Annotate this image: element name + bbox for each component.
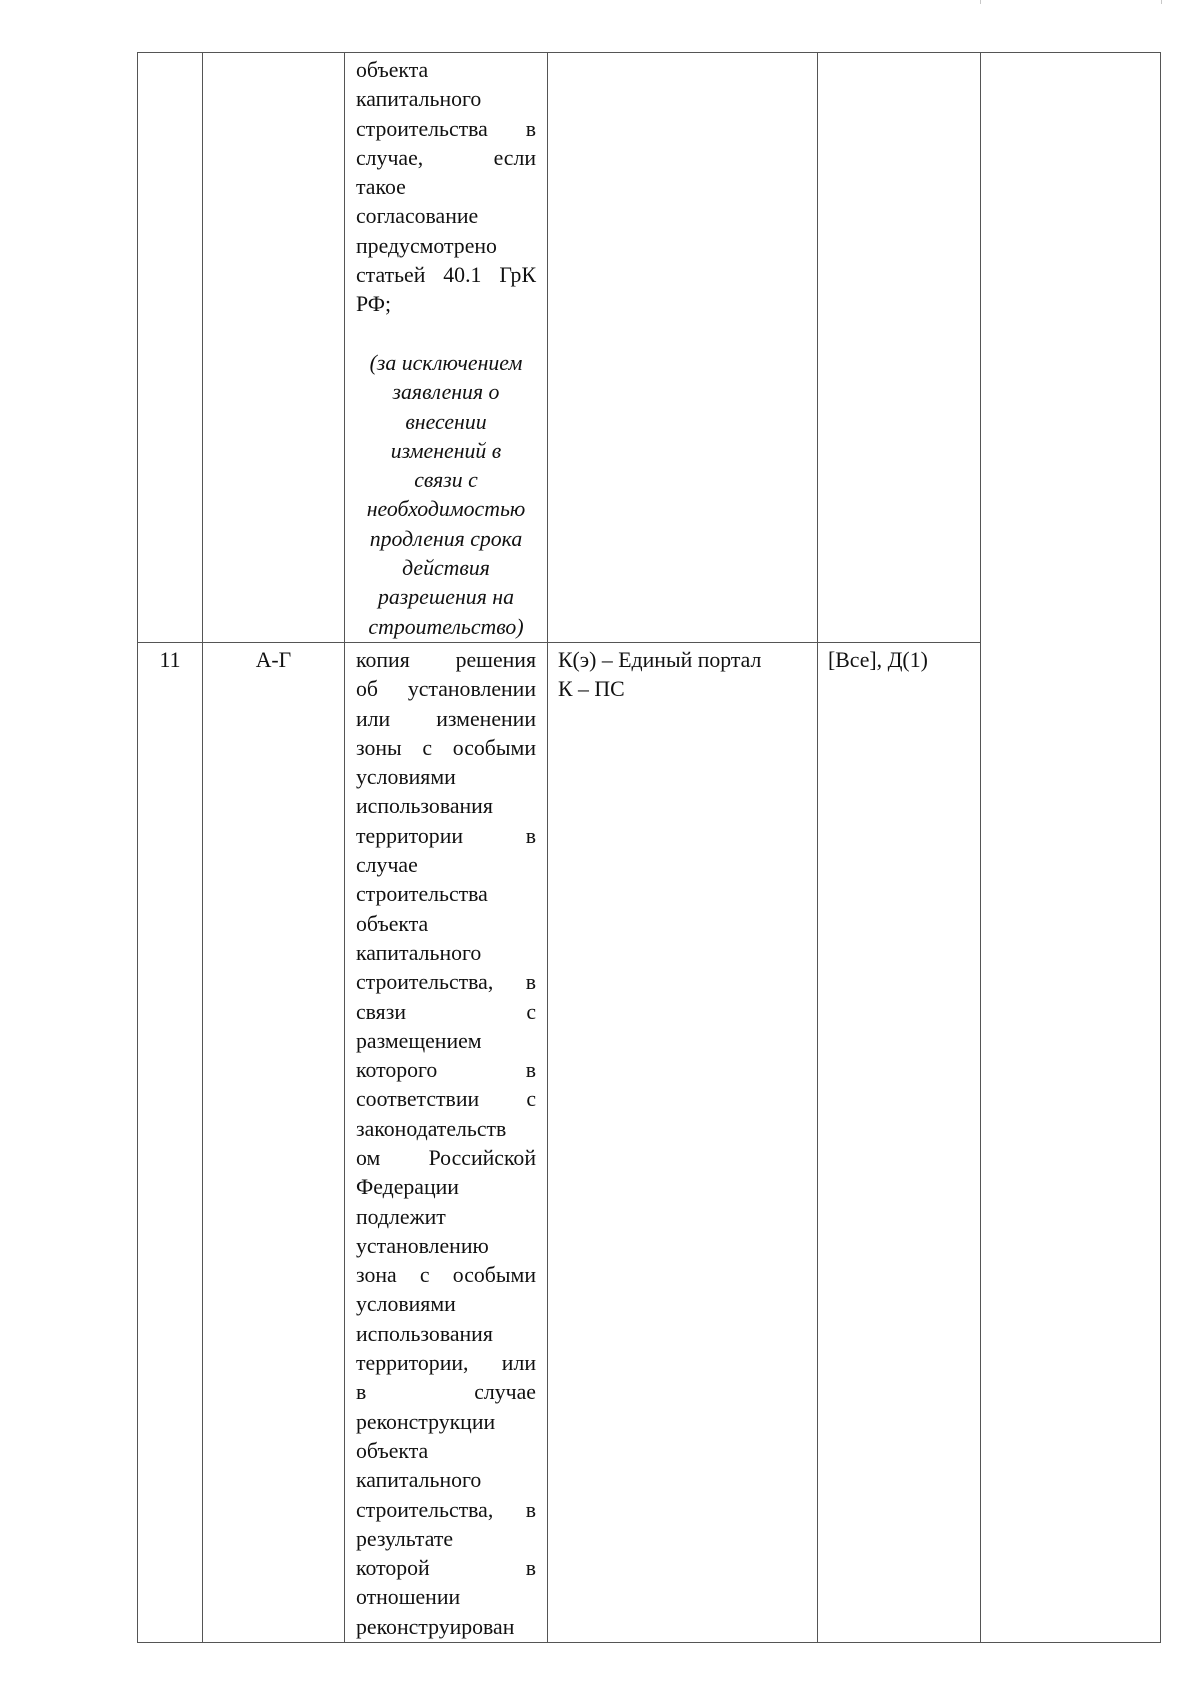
text-line: условиями bbox=[356, 1292, 456, 1317]
exception-note bbox=[350, 349, 542, 642]
note-line: изменений в bbox=[390, 438, 502, 463]
note-line: внесении bbox=[405, 409, 487, 434]
text-line: зоны с особыми bbox=[356, 735, 536, 760]
text-line: случае bbox=[356, 853, 418, 878]
text-line: случае, если bbox=[356, 145, 536, 170]
applicant-code: А-Г bbox=[255, 647, 292, 672]
submission-method-cell bbox=[548, 642, 818, 1642]
text-line: об установлении bbox=[356, 677, 536, 702]
page-corner-mark bbox=[980, 0, 1162, 4]
text-line: территории, или bbox=[356, 1351, 536, 1376]
document-description-cell bbox=[345, 642, 548, 1642]
text-line: соответствии с bbox=[356, 1087, 536, 1112]
text-line: объекта bbox=[356, 58, 429, 82]
document-description bbox=[356, 646, 536, 1642]
paragraph-gap bbox=[356, 320, 536, 349]
note-line: продления срока bbox=[369, 526, 523, 551]
text-line: статьей 40.1 ГрК bbox=[356, 263, 536, 288]
applicant-group: [Все], Д(1) bbox=[828, 647, 928, 672]
applicant-group-cell bbox=[818, 53, 981, 643]
note-line: разрешения на bbox=[377, 585, 514, 610]
documents-table bbox=[137, 52, 1161, 1643]
document-description bbox=[356, 56, 536, 320]
text-line: которой в bbox=[356, 1556, 536, 1581]
text-line: условиями bbox=[356, 765, 456, 790]
text-line: объекта bbox=[356, 911, 429, 936]
document-description-cell bbox=[345, 53, 548, 643]
text-line: или изменении bbox=[356, 706, 536, 731]
text-line: такое bbox=[356, 175, 406, 200]
text-line: зона с особыми bbox=[356, 1263, 536, 1288]
text-line: использования bbox=[356, 1321, 493, 1346]
applicant-code-cell bbox=[203, 642, 345, 1642]
text-line: объекта bbox=[356, 1438, 429, 1463]
text-line: строительства, в bbox=[356, 970, 536, 995]
submission-method-cell bbox=[548, 53, 818, 643]
submission-method bbox=[558, 646, 807, 705]
submission-line: К(э) – Единый портал bbox=[558, 647, 762, 672]
text-line: законодательств bbox=[356, 1116, 507, 1141]
text-line: результате bbox=[356, 1526, 454, 1551]
text-line: связи с bbox=[356, 999, 536, 1024]
text-line: реконструкции bbox=[356, 1409, 496, 1434]
row-number-cell bbox=[138, 642, 203, 1642]
applicant-group-cell bbox=[818, 642, 981, 1642]
text-line: строительства, в bbox=[356, 1497, 536, 1522]
text-line: согласование bbox=[356, 204, 479, 229]
applicant-code-cell bbox=[203, 53, 345, 643]
note-line: необходимостью bbox=[366, 497, 526, 522]
text-line: установлению bbox=[356, 1233, 489, 1258]
submission-line: К – ПС bbox=[558, 677, 625, 702]
note-line: действия bbox=[402, 556, 490, 581]
row-number-cell bbox=[138, 53, 203, 643]
text-line: ом Российской bbox=[356, 1145, 536, 1170]
text-line: капитального bbox=[356, 1468, 482, 1493]
text-line: в случае bbox=[356, 1380, 536, 1405]
text-line: отношении bbox=[356, 1585, 461, 1610]
text-line: подлежит bbox=[356, 1204, 446, 1229]
notes-cell bbox=[981, 53, 1161, 1643]
row-number: 11 bbox=[159, 647, 181, 672]
text-line: предусмотрено bbox=[356, 233, 497, 258]
text-line: реконструирован bbox=[356, 1614, 515, 1639]
text-line: капитального bbox=[356, 87, 482, 112]
note-line: связи с bbox=[414, 468, 478, 493]
text-line: использования bbox=[356, 794, 493, 819]
text-line: строительства bbox=[356, 882, 488, 907]
note-line: заявления о bbox=[392, 380, 500, 405]
note-line: (за исключением bbox=[369, 350, 523, 375]
text-line: капитального bbox=[356, 940, 482, 965]
text-line: строительства в bbox=[356, 116, 536, 141]
text-line: территории в bbox=[356, 823, 536, 848]
text-line: копия решения bbox=[356, 647, 536, 672]
text-line: РФ; bbox=[356, 292, 392, 317]
text-line: которого в bbox=[356, 1058, 536, 1083]
text-line: Федерации bbox=[356, 1175, 459, 1200]
note-line: строительство) bbox=[368, 614, 524, 639]
text-line: размещением bbox=[356, 1028, 482, 1053]
table-row bbox=[138, 53, 1161, 643]
